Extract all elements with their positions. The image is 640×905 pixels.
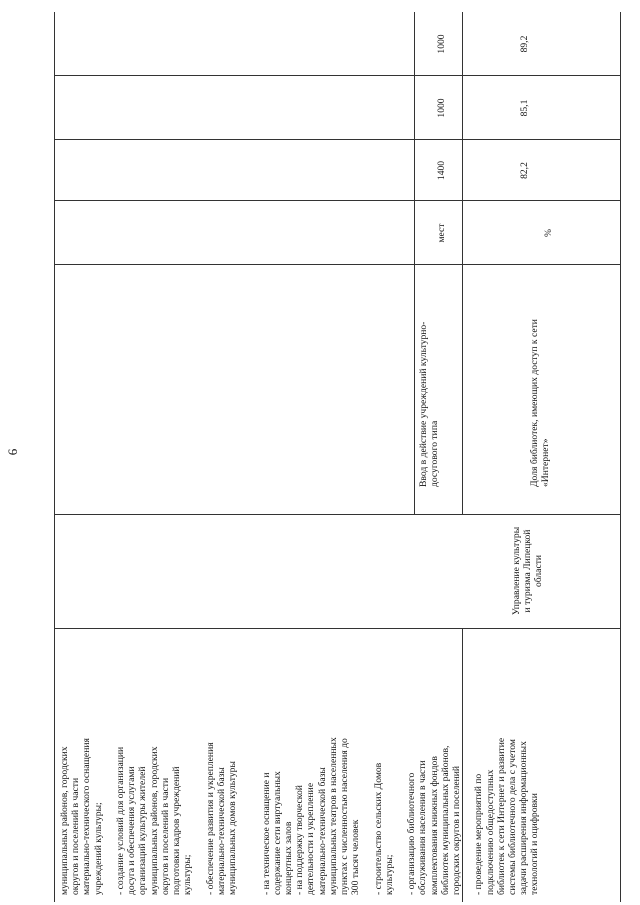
indicator-name-1 <box>418 267 440 487</box>
program-line <box>249 633 260 895</box>
program-line: округов и поселений в части <box>159 777 171 895</box>
indicator-unit-2: % <box>543 229 554 237</box>
program-line: - создание условий для организации <box>115 746 126 895</box>
col-divider-unit <box>54 264 620 265</box>
program-line: материально-технической базы <box>215 767 227 895</box>
program-line: 300 тысяч человек <box>350 819 362 895</box>
program-line: - обеспечение развития и укрепления <box>204 742 216 895</box>
program-line: подключению общедоступных <box>484 769 496 895</box>
table-border-top <box>54 12 55 902</box>
program-line: муниципальных районов, городских <box>148 746 160 895</box>
program-line <box>361 633 372 895</box>
col-divider-executor <box>54 514 620 515</box>
program-line: - строительство сельских Домов <box>372 762 384 895</box>
executor-line: области <box>533 554 545 588</box>
program-line: технологий и оцифровки <box>529 793 541 895</box>
indicator-unit-1: мест <box>436 223 447 243</box>
program-line: комплектования книжных фондов <box>428 756 440 895</box>
indicator-name-line: Ввод в действие учреждений культурно- <box>418 321 429 487</box>
program-line <box>462 633 473 895</box>
program-line <box>104 633 115 895</box>
program-line: пунктах с численностью населения до <box>339 738 351 895</box>
program-line: материально-технической базы <box>316 767 328 895</box>
indicator-name-line: Доля библиотек, имеющих доступ к сети <box>529 319 540 487</box>
program-line: культуры; <box>383 854 395 895</box>
program-line: содержание сети виртуальных <box>271 771 283 895</box>
program-line: муниципальных домов культуры <box>227 761 239 895</box>
program-line: - организацию библиотечного <box>406 772 418 895</box>
col-divider-program <box>54 628 620 629</box>
indicator-value-2-1: 82,2 <box>519 162 530 179</box>
col-divider-value-2 <box>54 139 620 140</box>
indicator-value-2-2: 85,1 <box>519 99 530 117</box>
program-line: - на поддержку творческой <box>294 785 306 895</box>
indicator-value-1-2: 1000 <box>436 98 447 118</box>
program-line: округов и поселений в части <box>70 777 82 895</box>
program-line: библиотек к сети Интернет и развитие <box>495 737 507 895</box>
program-line <box>395 633 406 895</box>
col-divider-value-3 <box>54 75 620 76</box>
program-line: концертных залов <box>283 821 294 895</box>
program-line: подготовки кадров учреждений <box>171 766 183 895</box>
indicator-name-2 <box>529 267 551 487</box>
executor-cell <box>511 519 545 623</box>
program-line: - на техническое оснащение и <box>260 772 272 895</box>
indicator-value-2-3: 89,2 <box>519 35 530 53</box>
program-line <box>193 633 204 895</box>
program-line: досуга и обеспечения услугами <box>126 766 138 895</box>
program-line: муниципальных театров в населенных <box>327 737 339 895</box>
program-line: городских округов и поселений <box>451 765 463 895</box>
executor-line: и туризма Липецкой <box>522 529 534 613</box>
indicator-name-line: досугового типа <box>429 420 441 487</box>
program-column-text <box>59 633 541 895</box>
program-line <box>238 633 249 895</box>
indicator-name-line: «Интернет» <box>540 438 552 487</box>
program-line: библиотек муниципальных районов, <box>439 745 451 895</box>
executor-line: Управление культуры <box>511 526 522 616</box>
page-number: 6 <box>5 448 20 456</box>
program-line: - проведение мероприятий по <box>473 773 485 895</box>
program-line: муниципальных районов, городских <box>59 746 70 895</box>
program-line: учреждений культуры; <box>92 802 104 895</box>
col-divider-value-1 <box>54 200 620 201</box>
program-line: системы библиотечного дела с учетом <box>507 739 519 895</box>
program-line: культуры; <box>182 854 194 895</box>
program-line: задачи расширения информационных <box>518 741 530 895</box>
indicator-value-1-3: 1000 <box>436 34 447 54</box>
program-line: организаций культуры жителей <box>137 766 149 895</box>
program-line: обслуживания населения в части <box>417 760 429 895</box>
program-line: материально-технического оснащения <box>81 738 93 895</box>
indicator-value-1-1: 1400 <box>436 160 447 181</box>
program-line: деятельности и укрепление <box>305 782 317 895</box>
table-border-bottom <box>620 12 621 902</box>
